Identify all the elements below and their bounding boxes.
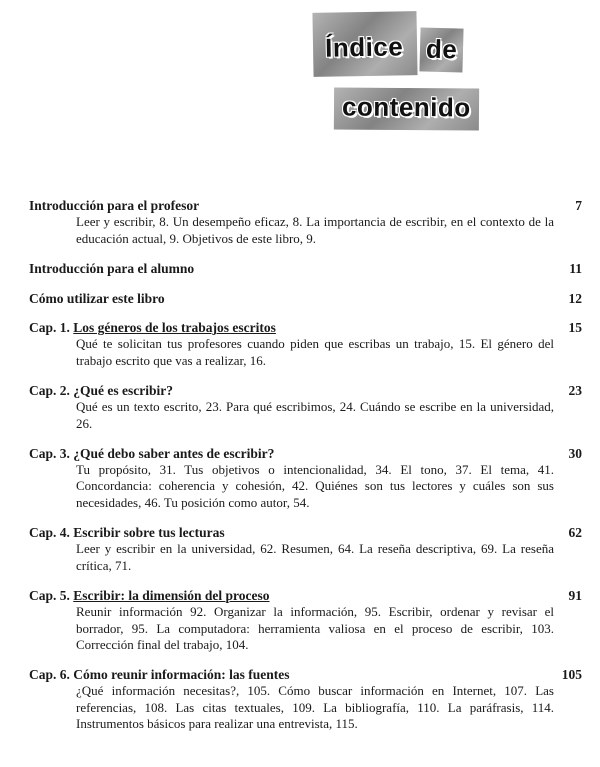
toc-entry-cap-2: [29, 383, 582, 432]
toc-entry-cap-6: [29, 667, 582, 733]
entry-title: Escribir: la dimensión del proceso: [73, 588, 270, 604]
title-word-contenido: contenido: [334, 87, 479, 130]
toc-entry-intro-profesor: [29, 198, 582, 247]
entry-description: Tu propósito, 31. Tus objetivos o intencionalidad, 34. El tono, 37. El tema, 41. Concordancia: coherencia y cohesión, 42. Quiénes son tus lectores y cuáles son sus necesidades, 46. Tu posición como autor, 54.: [76, 461, 554, 510]
entry-description: Qué te solicitan tus profesores cuando piden que escribas un trabajo, 15. El género del trabajo escrito que vas a realizar, 16.: [76, 336, 554, 368]
entry-page: 105: [561, 667, 582, 683]
entry-page: 30: [568, 445, 582, 461]
chapter-number: Cap. 3.: [29, 445, 70, 461]
chapter-number: Cap. 4.: [29, 525, 70, 541]
entry-description: Qué es un texto escrito, 23. Para qué escribimos, 24. Cuándo se escribe en la universidad, 26.: [76, 399, 554, 431]
entry-page: 12: [568, 290, 582, 306]
title-word-indice: Índice: [312, 11, 417, 77]
entry-title: Introducción para el profesor: [29, 198, 200, 213]
entry-page: 7: [575, 198, 582, 213]
chapter-number: Cap. 1.: [29, 320, 70, 336]
entry-description: Leer y escribir, 8. Un desempeño eficaz, 8. La importancia de escribir, en el contexto de la educación actual, 9. Objetivos de este libro, 9.: [76, 214, 554, 246]
entry-description: Leer y escribir en la universidad, 62. Resumen, 64. La reseña descriptiva, 69. La reseña crítica, 71.: [76, 541, 554, 573]
entry-page: 15: [568, 320, 582, 336]
entry-title: Escribir sobre tus lecturas: [73, 525, 225, 541]
entry-page: 23: [568, 383, 582, 399]
entry-title: ¿Qué debo saber antes de escribir?: [73, 445, 275, 461]
chapter-number: Cap. 2.: [29, 383, 70, 399]
toc-entry-cap-3: [29, 446, 582, 512]
title-word-de: de: [419, 27, 463, 72]
entry-title: Introducción para el alumno: [29, 260, 195, 276]
toc-entry-cap-1: [29, 320, 582, 369]
entry-title: Los géneros de los trabajos escritos: [73, 320, 276, 336]
toc-entry-cap-5: [29, 588, 582, 654]
entry-page: 62: [568, 525, 582, 541]
toc-entry-como-utilizar: [29, 291, 582, 307]
entry-description: Reunir información 92. Organizar la información, 95. Escribir, ordenar y revisar el borrador, 95. La computadora: herramienta valiosa en el proceso de escribir, 103. Corrección final del trabajo, 104.: [76, 604, 554, 653]
toc-entry-cap-4: [29, 525, 582, 574]
entry-page: 91: [568, 588, 582, 604]
entry-title: Cómo utilizar este libro: [29, 290, 165, 306]
entry-page: 11: [569, 260, 582, 276]
chapter-number: Cap. 5.: [29, 588, 70, 604]
toc-entry-intro-alumno: [29, 261, 582, 277]
entry-title: ¿Qué es escribir?: [73, 383, 173, 399]
entry-title: Cómo reunir información: las fuentes: [73, 667, 290, 683]
table-of-contents: [29, 198, 582, 747]
entry-description: ¿Qué información necesitas?, 105. Cómo buscar información en Internet, 107. Las referencias, 108. Las citas textuales, 109. La bibliografía, 110. La paráfrasis, 114. Instrumentos básicos para realizar una entrevista, 115.: [76, 683, 554, 732]
chapter-number: Cap. 6.: [29, 667, 70, 683]
